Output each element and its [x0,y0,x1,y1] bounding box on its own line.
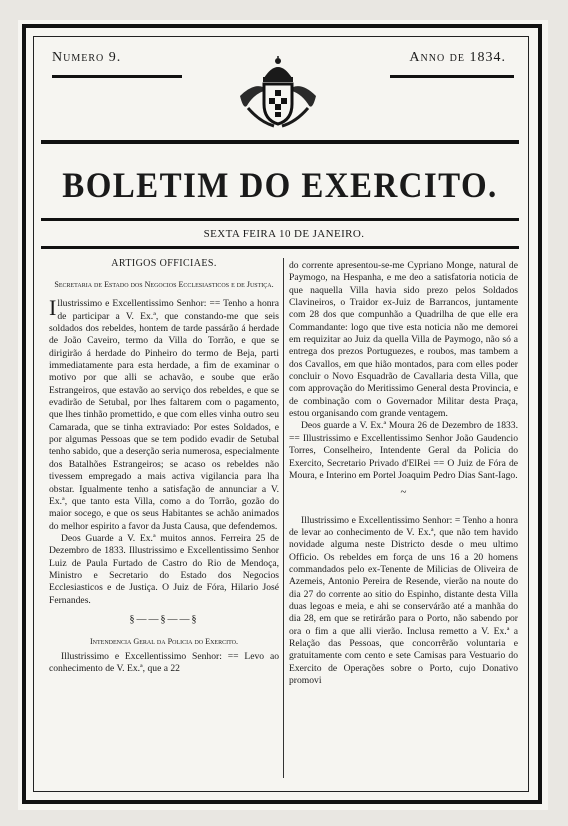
letter-2-closing: Deos guarde a V. Ex.ª Moura 26 de Dezembro de 1833. == Illustrissimo e Excellentissimo Senhor João Gaudencio Torres, Conselheiro, Intendente Geral da Policia do Exercito, Secretario Privado d'ElRei == O Juiz de Fóra de Moura, e Interino em Portel Joaquim Pedro Dias Sant-Iago. [289,420,518,481]
section-title: ARTIGOS OFFICIAES. [111,258,217,269]
drop-cap: I [49,295,57,321]
title-top-rule [41,140,519,144]
letter-3-body: Illustrissimo e Excellentissimo Senhor: = Tenho a honra de levar ao conhecimento de V. Ex.ª, que não tem havido novidade alguma neste Districto desde o meu ultimo Officio. Os rebeldes em força de uns 16 a 20 homens commandados pelo ex-Tenente de Milicias de Oliveira de Azemeis, Antonio Pereira de Resende, vierão na noute do dia 27 do corrente ao sitio do Espinho, distante desta Villa duas legoas e meia, e ahi se conservárão até a manhãa do dia 28, em que se retirárão para o Porto, não sabendo por ora o fim a que alli vierão. Inclusa remetto a V. Ex.ª a Relação das Pessoas, que concorrêrão voluntaria e gratuitamente com cento e sete Camisas para Vestuario do Exercito de Operações sobre o Porto, cujo Donativo promovi [289,514,518,686]
issue-year: Anno de 1834. [409,50,506,65]
masthead-right-rule [390,75,514,78]
right-column [289,260,518,687]
column-divider [283,258,284,778]
intendencia-heading: Intendencia Geral da Policia do Exercito. [89,637,238,647]
masthead-left-rule [52,75,182,78]
newspaper-title: BOLETIM DO EXERCITO. [62,166,498,206]
section-ornament: §——§——§ [129,613,199,625]
dateline: SEXTA FEIRA 10 DE JANEIRO. [203,228,365,240]
letter-1-body: llustrissimo e Excellentissimo Senhor: == Tenho a honra de participar a V. Ex.ª, que constando-me que seis soldados dos rebeldes, hontem de tarde passárão á herdade de João Caveiro, termo da Villa do Torrão, e que se dirigirão á herdade do Pinheiro do termo de Beja, parti immediatamente para esta herdade, a fim de examinar o motivo por que alli se achavão, e soube que erão Estrangeiros, que estavão ao serviço dos rebeldes, e que se evadirão de Setubal, por lhes faltarem com o pagamento, que lhes tinhão promettido, e que com elles vinha outro seu Camarada, que se tinha extraviado: Por estes Soldados, e por algumas Pessoas que se tem podido evadir de Setubal tenho sabido, que a deserção seria numerosa, especialmente dos Batalhões Estrangeiros; se acaso os rebeldes não tivessem empregado a mais activa vigilancia para lha obstar. Igualmente tenho a satisfação de annunciar a V. Ex.ª, que tanto esta Villa, como a do Torrão, gozão do maior socego, e que os seus Habitantes se achão animados do melhor espirito a favor da Justa Causa, que defendemos. [49,298,279,532]
letter-2-continuation: do corrente apresentou-se-me Cypriano Monge, natural de Paymogo, na Hespanha, e me deo a satisfatoria noticia de que naquella Villa havia sido prezo pelos Soldados Clavineiros, o Traidor ex-Juiz de Barrancos, juntamente com 28 dos que compunhão a Quadrilha de que elle era Commandante: logo que tive esta noticia não me demorei em requizitar ao Juiz da quella Villa de Paymogo, não só a entrega dos prezos Portuguezes, e roubos, mas tambem a dos Cavallos, em que hião montados, para com elles poder concluir o Novo Esquadrão de Cavallaria desta Villa, que com approvação do Meritissimo General desta Provincia, e de combinação com o Governador Militar desta Praça, estou organisando com grande ventagem. [289,260,518,420]
dateline-rule [41,246,519,249]
letter-1 [49,295,279,533]
letter-2-body: Illustrissimo e Excellentissimo Senhor: == Levo ao conhecimento de V. Ex.ª, que a 22 [49,650,279,674]
royal-crest-icon [234,56,322,132]
issue-number: Numero 9. [52,50,122,65]
letter-1-closing: Deos Guarde a V. Ex.ª muitos annos. Ferreira 25 de Dezembro de 1833. Illustrissimo e Excellentissimo Senhor Luiz de Paula Furtado de Castro do Rio de Mendoça, Ministro e Secretario do Estado dos Negocios Ecclesiasticos e de Justiça. O Juiz de Fóra, Hilario José Fernandes. [49,532,279,606]
ministry-heading: Secretaria de Estado dos Negocios Ecclesiasticos e de Justiça. [54,280,274,290]
right-ornament: ~ [400,486,407,499]
title-bottom-rule [41,218,519,221]
left-column [49,258,279,675]
